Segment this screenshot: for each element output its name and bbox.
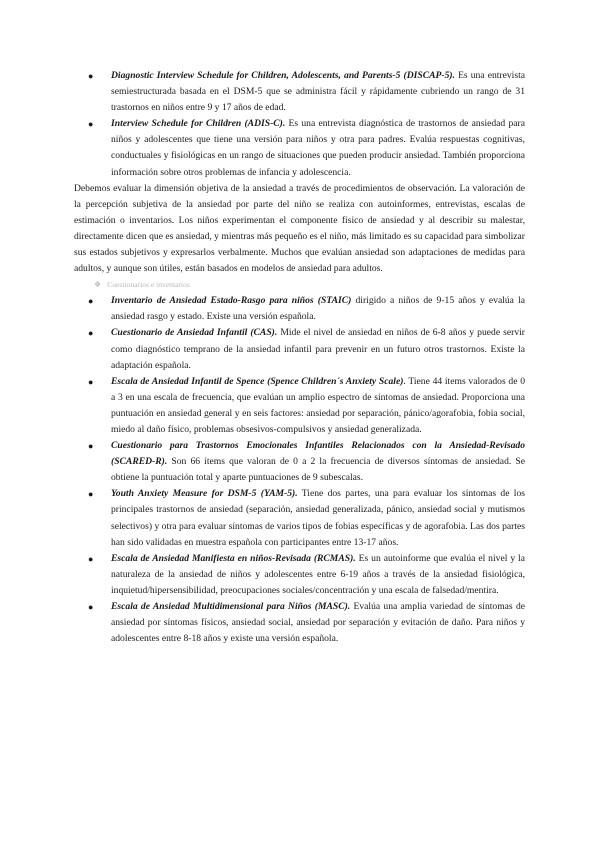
bullet-icon: ● — [88, 602, 94, 612]
instrument-title: Escala de Ansiedad Manifiesta en niños-Revisada (RCMAS). — [111, 552, 356, 564]
list-item — [87, 438, 525, 486]
list-item — [87, 68, 525, 116]
bullet-icon: ● — [88, 71, 94, 81]
instrument-description: Es una entrevista diagnóstica de trastornos de ansiedad para niños y adolescentes que tiene una versión para niños y otra para padres. Evalúa respuestas cognitivas, conductuales y fisiológicas en un rango de situaciones que pueden producir ansiedad. También proporciona información sobre otros problemas de infancia y adolescencia. — [111, 118, 525, 178]
instrument-description: . Tiene 44 ítems valorados de 0 a 3 en una escala de frecuencia, que evalúan un amplio espectro de síntomas de ansiedad. Proporciona una puntuación en ansiedad general y en seis factores: ansiedad por separación, pánico/agorafobia, fobia social, miedo al daño físico, problemas obsesivos-compulsivos y ansiedad generalizada. — [111, 375, 525, 435]
document-page — [74, 68, 526, 647]
instrument-description: Tiene dos partes, una para evaluar los síntomas de los principales trastornos de ansiedad (separación, ansiedad generalizada, pánico, ansiedad social y mutismos selectivos) y otra para evaluar síntomas de varios tipos de fobias específicas y de agorafobia. Las dos partes han sido validadas en muestra española con participantes entre 13-17 años. — [111, 488, 525, 548]
instrument-title: Cuestionario de Ansiedad Infantil (CAS). — [111, 327, 278, 339]
body-paragraph: Debemos evaluar la dimensión objetiva de la ansiedad a través de procedimientos de observación. La valoración de la percepción subjetiva de la ansiedad por parte del niño se realiza con autoinformes, entrevistas, escalas de estimación o inventarios. Los niños experimentan el componente físico de ansiedad y al describir su malestar, directamente dicen que es ansiedad, y mientras más pequeño es el niño, más limitado es su capacidad para simbolizar sus estados subjetivos y expresarlos verbalmente. Muchos que evalúan ansiedad son adaptaciones de medidas para adultos, y aunque son útiles, están basados en modelos de ansiedad para adultos. — [74, 182, 525, 275]
bullet-icon: ● — [88, 328, 94, 339]
bullet-icon: ● — [88, 441, 94, 452]
list-item — [87, 486, 525, 550]
instrument-description: dirigido a niños de 9-15 años y evalúa la ansiedad rasgo y estado. Existe una versión española. — [111, 295, 526, 323]
list-item — [87, 551, 525, 599]
instrument-title: Diagnostic Interview Schedule for Children, Adolescents, and Parents-5 (DISCAP-5). — [111, 70, 455, 81]
instrument-title: Inventario de Ansiedad Estado-Rasgo para niños (STAIC) — [111, 295, 352, 307]
instrument-title: Youth Anxiety Measure for DSM-5 (YAM-5). — [111, 488, 298, 500]
instrument-title: Escala de Ansiedad Multidimensional para Niños (MASC). — [111, 601, 351, 612]
list-item — [87, 293, 525, 325]
list-item — [87, 325, 525, 373]
instrument-description: Es una entrevista semiestructurada basada en el DSM-5 que se administra fácil y rápidamente cubriendo un rango de 31 trastornos en niños entre 9 y 17 años de edad. — [111, 70, 525, 114]
list-item — [87, 116, 525, 180]
section-heading-text: Cuestionarios e inventarios — [107, 280, 190, 290]
list-item — [87, 374, 525, 438]
bullet-icon: ● — [88, 489, 94, 500]
instrument-title: Escala de Ansiedad Infantil de Spence (Spence Children´s Anxiety Scale) — [111, 375, 404, 387]
list-item — [87, 599, 525, 647]
bullet-icon: ● — [88, 119, 94, 130]
instrument-title: Cuestionario para Trastornos Emocionales Infantiles Relacionados con la Ansiedad-Revisado (SCARED-R). — [111, 440, 525, 468]
instrument-title: Interview Schedule for Children (ADIS-C). — [111, 118, 286, 130]
section-heading — [94, 278, 525, 292]
bullet-icon: ● — [88, 376, 94, 387]
instrument-description: Evalúa una amplia variedad de síntomas de ansiedad por síntomas físicos, ansiedad social, ansiedad por separación y evitación de daño. Para niños y adolescentes entre 8-18 años y existe una versión española. — [111, 601, 525, 645]
bullet-icon: ● — [88, 296, 94, 307]
instrument-description: Son 66 ítems que valoran de 0 a 2 la frecuencia de diversos síntomas de ansiedad. Se obtiene la puntuación total y aparte puntuaciones de 9 subescalas. — [111, 456, 525, 484]
bullet-icon: ● — [88, 553, 94, 564]
instrument-description: Mide el nivel de ansiedad en niños de 6-8 años y puede servir como diagnóstico temprano de la ansiedad infantil para prevenir en un futuro otros trastornos. Existe la adaptación española. — [111, 327, 525, 371]
instrument-description: Es un autoinforme que evalúa el nivel y la naturaleza de la ansiedad de niños y adolescentes entre 6-19 años a través de la ansiedad fisiológica, inquietud/hipersensibilidad, preocupaciones sociales/concentración y una escala de falsedad/mentira. — [111, 552, 525, 596]
diamond-icon: ❖ — [94, 280, 102, 290]
